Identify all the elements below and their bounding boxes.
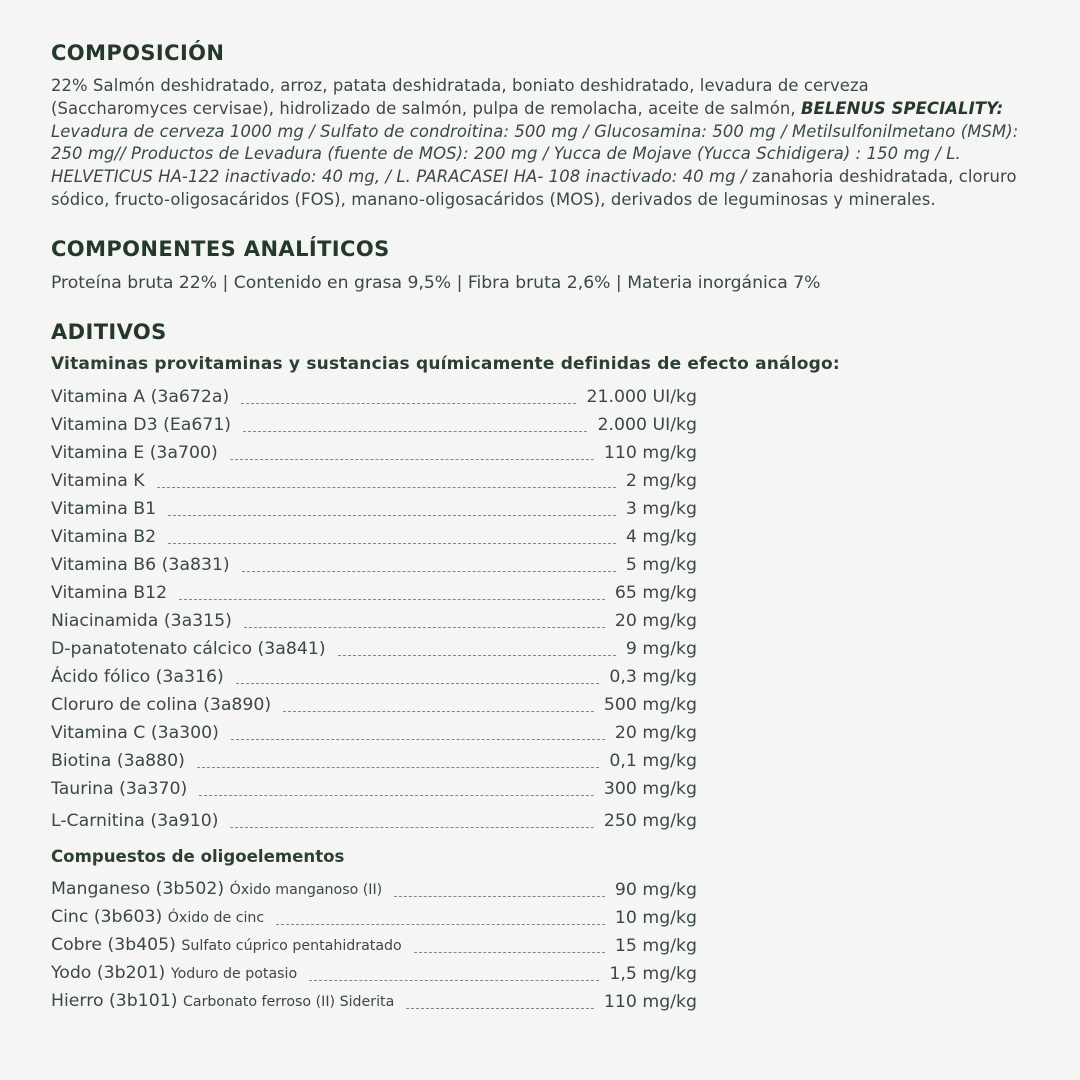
dotted-leader [406,1007,594,1009]
vitamin-label: Niacinamida (3a315) [51,610,232,631]
vitamin-label: Cloruro de colina (3a890) [51,694,272,715]
dotted-leader [241,402,576,404]
composition-line-end: zanahoria deshidratada, cloruro sódico, fructo-oligosacáridos (FOS), manano-oligosacáridos (MOS), derivados de leguminosas y minerales. [51,167,1017,209]
vitamin-value: 2 mg/kg [625,470,697,491]
composition-line-2: (Saccharomyces cervisae), hidrolizado de salmón, pulpa de remolacha, aceite de salmón, [51,98,801,118]
vitamin-label: L-Carnitina (3a910) [51,810,219,831]
vitamin-value: 9 mg/kg [625,638,697,659]
additives-title: ADITIVOS [51,319,167,344]
analytic-title: COMPONENTES ANALÍTICOS [51,236,390,261]
vitamin-value: 2.000 UI/kg [597,414,697,435]
trace-detail: Sulfato cúprico pentahidratado [181,937,402,954]
composition-text [51,75,1041,212]
vitamin-value: 5 mg/kg [625,554,697,575]
dotted-leader [231,738,605,740]
trace-row [51,957,697,985]
vitamin-value: 21.000 UI/kg [586,386,697,407]
trace-detail: Óxido manganoso (II) [229,881,383,898]
vitamin-row [51,632,697,660]
dotted-leader [236,682,600,684]
brand-speciality: BELENUS SPECIALITY: [800,98,1004,118]
vitamin-row [51,604,697,632]
vitamin-value: 250 mg/kg [603,810,697,831]
trace-row [51,901,697,929]
vitamin-value: 20 mg/kg [614,722,697,743]
vitamin-value: 0,1 mg/kg [609,750,697,771]
vitamin-value: 65 mg/kg [614,582,697,603]
dotted-leader [283,710,594,712]
trace-detail: Yoduro de potasio [170,965,298,982]
dotted-leader [230,458,594,460]
vitamin-value: 20 mg/kg [614,610,697,631]
trace-elements-heading: Compuestos de oligoelementos [51,846,345,866]
vitamin-row [51,660,697,688]
vitamins-list [51,380,697,832]
trace-value: 110 mg/kg [603,991,697,1012]
dotted-leader [244,626,605,628]
vitamin-label: Vitamina B2 [51,526,157,547]
vitamin-label: Vitamina B1 [51,498,157,519]
vitamin-value: 0,3 mg/kg [609,666,697,687]
vitamin-label: Vitamina B6 (3a831) [51,554,230,575]
dotted-leader [242,570,616,572]
trace-elements-list [51,873,697,1013]
vitamins-heading: Vitaminas provitaminas y sustancias químicamente definidas de efecto análogo: [51,353,840,374]
trace-label [51,878,382,901]
vitamin-row [51,408,697,436]
trace-label [51,934,402,957]
trace-name: Cobre (3b405) [51,934,176,955]
dotted-leader [309,979,599,981]
trace-label [51,962,297,985]
vitamin-row [51,744,697,772]
vitamin-value: 500 mg/kg [603,694,697,715]
dotted-leader [394,895,605,897]
vitamin-row [51,688,697,716]
vitamin-value: 4 mg/kg [625,526,697,547]
trace-name: Hierro (3b101) [51,990,178,1011]
vitamin-row [51,772,697,800]
vitamin-value: 300 mg/kg [603,778,697,799]
dotted-leader [199,794,594,796]
trace-name: Manganeso (3b502) [51,878,225,899]
dotted-leader [276,923,605,925]
dotted-leader [168,542,616,544]
trace-label [51,990,394,1013]
vitamin-row [51,716,697,744]
trace-detail: Carbonato ferroso (II) Siderita [182,993,395,1010]
dotted-leader [414,951,605,953]
vitamin-label: Vitamina K [51,470,145,491]
label-sheet [51,36,1041,1013]
dotted-leader [197,766,600,768]
analytic-text: Proteína bruta 22% | Contenido en grasa 9,5% | Fibra bruta 2,6% | Materia inorgánica 7% [51,272,821,293]
vitamin-row [51,380,697,408]
vitamin-value: 110 mg/kg [603,442,697,463]
vitamin-label: Vitamina A (3a672a) [51,386,230,407]
dotted-leader [157,486,616,488]
vitamin-label: Vitamina C (3a300) [51,722,219,743]
trace-detail: Óxido de cinc [167,909,265,926]
vitamin-row [51,548,697,576]
dotted-leader [179,598,605,600]
vitamin-label: Ácido fólico (3a316) [51,666,224,687]
vitamin-label: Taurina (3a370) [51,778,188,799]
vitamin-label: D-panatotenato cálcico (3a841) [51,638,326,659]
dotted-leader [243,430,587,432]
vitamin-label: Vitamina D3 (Ea671) [51,414,232,435]
vitamin-row [51,800,697,832]
trace-label [51,906,264,929]
dotted-leader [168,514,616,516]
trace-row [51,929,697,957]
composition-title: COMPOSICIÓN [51,41,225,65]
dotted-leader [230,826,593,828]
vitamin-label: Vitamina B12 [51,582,168,603]
composition-speciality-text: Levadura de cerveza 1000 mg / Sulfato de condroitina: 500 mg / Glucosamina: 500 mg / Metilsulfonilmetano (MSM): 250 mg// Productos de Levadura (fuente de MOS): 200 mg / Yucca de Mojave (Yucca Schidigera) : 150 mg / L. HELVETICUS HA-122 inactivado: 40 mg, / L. PARACASEI HA- 108 inactivado: 40 mg / [51,121,1019,187]
trace-value: 1,5 mg/kg [609,963,697,984]
vitamin-row [51,520,697,548]
vitamin-label: Vitamina E (3a700) [51,442,218,463]
dotted-leader [338,654,616,656]
vitamin-row [51,464,697,492]
vitamin-value: 3 mg/kg [625,498,697,519]
trace-row [51,873,697,901]
trace-value: 10 mg/kg [614,907,697,928]
vitamin-label: Biotina (3a880) [51,750,185,771]
vitamin-row [51,436,697,464]
trace-name: Cinc (3b603) [51,906,163,927]
vitamin-row [51,576,697,604]
vitamin-row [51,492,697,520]
trace-row [51,985,697,1013]
trace-name: Yodo (3b201) [51,962,166,983]
trace-value: 15 mg/kg [614,935,697,956]
composition-line-1: 22% Salmón deshidratado, arroz, patata deshidratada, boniato deshidratado, levadura de cerveza [51,76,869,95]
trace-value: 90 mg/kg [614,879,697,900]
